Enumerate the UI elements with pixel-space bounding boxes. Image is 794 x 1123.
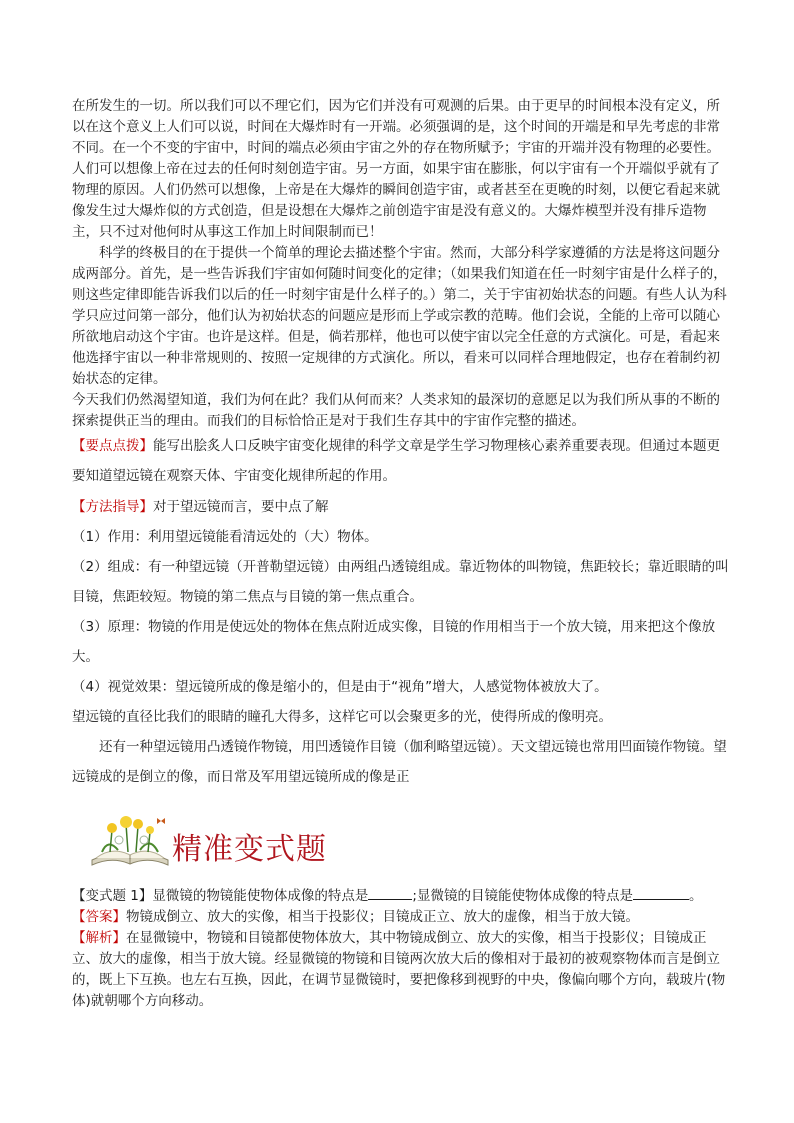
method-item-4: （4）视觉效果：望远镜所成的像是缩小的，但是由于“视角”增大，人感觉物体被放大了。 (72, 679, 608, 695)
method-section (72, 492, 732, 792)
analysis-tag: 【解析】 (72, 930, 126, 946)
exercise-question-end: 。 (688, 888, 703, 904)
exercise-question-part-1: 显微镜的物镜能使物体成像的特点是 (152, 888, 369, 904)
analysis-text: 在显微镜中，物镜和目镜都使物体放大，其中物镜成倒立、放大的实像，相当于投影仪；目镜成正立、放大的虚像，相当于放大镜。经显微镜的物镜和目镜两次放大后的像相对于最初的被观察物体而言是倒立的，既上下互换。也左右互换，因此，在调节显微镜时，要把像移到视野的中央，像偏向哪个方向，载玻片(物体)就朝哪个方向移动。 (72, 930, 726, 1009)
answer-text: 物镜成倒立、放大的实像，相当于投影仪；目镜成正立、放大的虚像，相当于放大镜。 (126, 909, 639, 925)
passage-paragraph-1: 在所发生的一切。所以我们可以不理它们，因为它们并没有可观测的后果。由于更早的时间根本没有定义，所以在这个意义上人们可以说，时间在大爆炸时有一开端。必须强调的是，这个时间的开端是和早先考虑的非常不同。在一个不变的宇宙中，时间的端点必须由宇宙之外的存在物所赋予；宇宙的开端并没有物理的必要性。人们可以想像上帝在过去的任何时刻创造宇宙。另一方面，如果宇宙在膨胀，何以宇宙有一个开端似乎就有了物理的原因。人们仍然可以想像，上帝是在大爆炸的瞬间创造宇宙，或者甚至在更晚的时刻，以便它看起来就像发生过大爆炸似的方式创造，但是设想在大爆炸之前创造宇宙是没有意义的。大爆炸模型并没有排斥造物主，只不过对他何时从事这工作加上时间限制而已！ (72, 98, 720, 240)
answer-blank-1 (368, 885, 412, 900)
method-tag: 【方法指导】 (72, 499, 153, 515)
method-item-3: （3）原理：物镜的作用是使远处的物体在焦点附近成实像，目镜的作用相当于一个放大镜，用来把这个像放大。 (72, 619, 716, 665)
method-item-2: （2）组成：有一种望远镜（开普勒望远镜）由两组凸透镜组成。靠近物体的叫物镜，焦距较长；靠近眼睛的叫目镜，焦距较短。物镜的第二焦点与目镜的第一焦点重合。 (72, 559, 729, 605)
method-intro: 对于望远镜而言，要中点了解 (153, 499, 329, 515)
answer-tag: 【答案】 (72, 909, 126, 925)
method-note-2: 还有一种望远镜用凸透镜作物镜，用凹透镜作目镜（伽利略望远镜）。天文望远镜也常用凹面镜作物镜。望远镜成的是倒立的像，而日常及军用望远镜所成的像是正 (72, 739, 727, 785)
key-points-tag: 【要点点拨】 (72, 438, 153, 454)
exercise-tag: 【变式题 1】 (72, 888, 153, 904)
passage (72, 96, 732, 432)
section-title: 精准变式题 (172, 832, 327, 867)
method-item-1: （1）作用：利用望远镜能看清远处的（大）物体。 (72, 529, 378, 545)
key-points-section (72, 431, 732, 491)
exercise-section (72, 885, 730, 1012)
answer-blank-2 (633, 885, 689, 900)
key-points-text: 能写出脍炙人口反映宇宙变化规律的科学文章是学生学习物理核心素养重要表现。但通过本题更要知道望远镜在观察天体、宇宙变化规律所起的作用。 (72, 438, 720, 484)
passage-paragraph-3: 今天我们仍然渴望知道，我们为何在此？我们从何而来？人类求知的最深切的意愿足以为我们所从事的不断的探索提供正当的理由。而我们的目标恰恰正是对于我们生存其中的宇宙作完整的描述。 (72, 392, 720, 429)
open-book-flowers-icon (88, 812, 172, 870)
passage-paragraph-2: 科学的终极目的在于提供一个简单的理论去描述整个宇宙。然而，大部分科学家遵循的方法是将这问题分成两部分。首先，是一些告诉我们宇宙如何随时间变化的定律；（如果我们知道在任一时刻宇宙是什么样子的，则这些定律即能告诉我们以后的任一时刻宇宙是什么样子的。）第二，关于宇宙初始状态的问题。有些人认为科学只应过问第一部分，他们认为初始状态的问题应是形而上学或宗教的范畴。他们会说，全能的上帝可以随心所欲地启动这个宇宙。也许是这样。但是，倘若那样，他也可以使宇宙以完全任意的方式演化。可是，看起来他选择宇宙以一种非常规则的、按照一定规律的方式演化。所以，看来可以同样合理地假定，也存在着制约初始状态的定律。 (72, 245, 727, 387)
method-note-1: 望远镜的直径比我们的眼睛的瞳孔大得多，这样它可以会聚更多的光，使得所成的像明亮。 (72, 709, 612, 725)
exercise-question-part-2: ;显微镜的目镜能使物体成像的特点是 (412, 888, 633, 904)
